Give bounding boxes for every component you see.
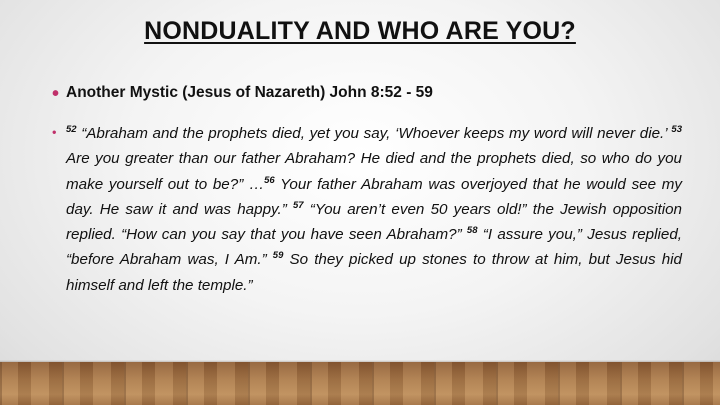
verse-number: 58 [466,225,478,237]
scripture-passage [66,121,682,298]
bullet-dot-icon: • [52,125,57,139]
bullet-scripture [52,121,682,298]
verse-text: “You aren’t even 50 years old!” the Jewish opposition replied. “How can you say that you have seen Abraham?” [66,200,682,244]
bullet-heading-text: Another Mystic (Jesus of Nazareth) John 8:52 - 59 [66,84,433,101]
verse-number: 59 [272,250,284,262]
verse-text: Your father Abraham was overjoyed that he would see my day. He saw it and was happy.” [66,175,682,218]
verse-text: So they picked up stones to throw at him, but Jesus hid himself and left the temple.” [66,251,682,294]
verse-text: Are you greater than our father Abraham? He died and the prophets died, so who do you make yourself out to be?” … [66,150,682,193]
verse-number: 56 [264,174,275,186]
verse-number: 53 [671,123,682,135]
verse-text: “Abraham and the prophets died, yet you say, ‘Whoever keeps my word will never die.’ [76,125,672,142]
verse-number: 52 [66,123,77,135]
verse-number: 57 [292,199,304,211]
slide-title: NONDUALITY AND WHO ARE YOU? [144,17,576,45]
bullet-dot-icon: • [52,83,60,105]
bullet-heading [52,82,682,104]
wood-floor [0,362,720,405]
verse-text: “I assure you,” Jesus replied, “before Abraham was, I Am.” [66,226,682,269]
